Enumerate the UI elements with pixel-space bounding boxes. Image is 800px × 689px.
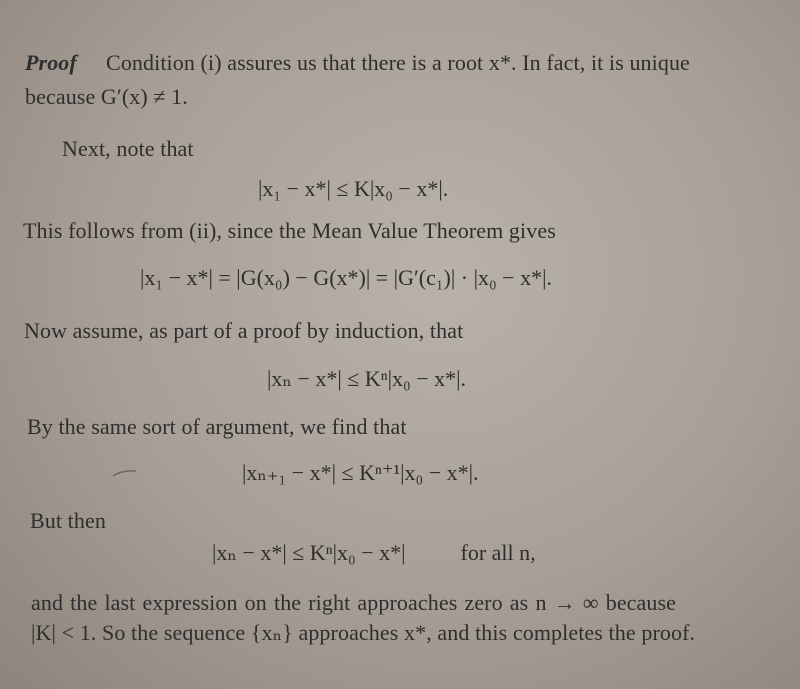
- last-line-1: and the last expression on the right approaches zero as n → ∞ because: [31, 590, 677, 615]
- same-sort-text: By the same sort of argument, we find that: [27, 414, 407, 439]
- proof-heading: Proof: [25, 50, 77, 75]
- equation-3: |xₙ − x*| ≤ Kⁿ|x₀ − x*|.: [267, 366, 467, 391]
- equation-5: [212, 540, 536, 566]
- next-note-text: Next, note that: [62, 136, 194, 161]
- equation-4: |xₙ₊₁ − x*| ≤ Kⁿ⁺¹|x₀ − x*|.: [242, 460, 479, 485]
- but-then-text: But then: [30, 508, 106, 533]
- follows-text: This follows from (ii), since the Mean Value Theorem gives: [23, 218, 556, 243]
- proof-line-2: because G′(x) ≠ 1.: [25, 84, 188, 109]
- equation-5-suffix: for all n,: [460, 540, 536, 565]
- pencil-mark: [112, 468, 138, 478]
- equation-2: |x₁ − x*| = |G(x₀) − G(x*)| = |G′(c₁)| · |x₀ − x*|.: [140, 265, 552, 290]
- equation-5-expression: |xₙ − x*| ≤ Kⁿ|x₀ − x*|: [212, 540, 406, 565]
- equation-1: |x₁ − x*| ≤ K|x₀ − x*|.: [258, 176, 449, 201]
- proof-line-1-text: Condition (i) assures us that there is a root x*. In fact, it is unique: [106, 50, 690, 75]
- last-line-2: |K| < 1. So the sequence {xₙ} approaches x*, and this completes the proof.: [31, 620, 696, 645]
- proof-line-1: [25, 50, 690, 76]
- assume-text: Now assume, as part of a proof by induction, that: [24, 318, 464, 343]
